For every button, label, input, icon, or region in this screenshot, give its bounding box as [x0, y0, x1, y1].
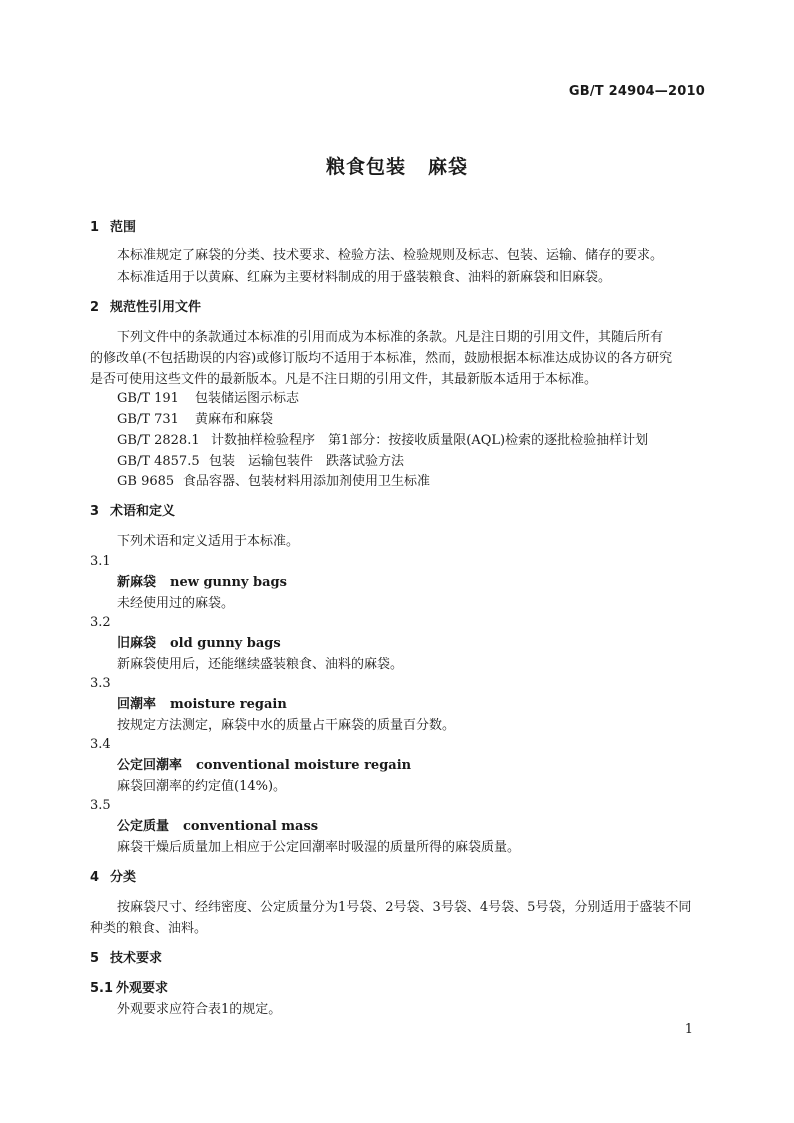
- term-definition: 新麻袋使用后，还能继续盛装粮食、油料的麻袋。: [117, 657, 404, 672]
- reference-title: 计数抽样检验程序 第1部分：按接收质量限(AQL)检索的逐批检验抽样计划: [211, 433, 649, 448]
- term-en: old gunny bags: [170, 636, 281, 651]
- term-definition: 按规定方法测定，麻袋中水的质量占干麻袋的质量百分数。: [117, 718, 456, 733]
- reference-title: 包装储运图示标志: [195, 391, 300, 406]
- term-number: 3.1: [90, 554, 111, 569]
- reference-item: [117, 389, 299, 409]
- subsection-5-1-heading: [90, 979, 168, 999]
- term-definition: 麻袋回潮率的约定值(14%)。: [117, 779, 287, 794]
- section-title: 规范性引用文件: [110, 300, 202, 315]
- section-number: 5: [90, 951, 100, 966]
- term-zh: 回潮率: [117, 697, 157, 712]
- section-2-heading: [90, 298, 201, 318]
- reference-item: [117, 472, 430, 492]
- term-number: 3.4: [90, 737, 111, 752]
- reference-title: 黄麻布和麻袋: [195, 412, 274, 427]
- paragraph: 下列术语和定义适用于本标准。: [117, 534, 300, 549]
- reference-code: GB/T 4857.5: [117, 454, 200, 469]
- term-zh: 公定回潮率: [117, 758, 183, 773]
- reference-code: GB/T 191: [117, 391, 179, 406]
- term-number: 3.2: [90, 615, 111, 630]
- term-en: conventional moisture regain: [196, 758, 412, 773]
- section-title: 范围: [110, 220, 137, 235]
- term-zh: 公定质量: [117, 819, 170, 834]
- title-part-1: 粮食包装: [325, 156, 406, 178]
- term-number: 3.5: [90, 798, 111, 813]
- standard-code: GB/T 24904—2010: [568, 84, 705, 99]
- section-5-heading: [90, 949, 162, 969]
- reference-item: [117, 410, 273, 430]
- paragraph-line: 的修改单(不包括勘误的内容)或修订版均不适用于本标准，然而，鼓励根据本标准达成协议的各方研究: [90, 351, 673, 366]
- reference-item: [117, 431, 648, 451]
- reference-title: 食品容器、包装材料用添加剂使用卫生标准: [183, 474, 431, 489]
- section-1-heading: [90, 218, 136, 238]
- reference-code: GB/T 731: [117, 412, 179, 427]
- section-number: 1: [90, 220, 100, 235]
- term-entry: [117, 573, 287, 593]
- term-zh: 旧麻袋: [117, 636, 157, 651]
- subsection-title: 外观要求: [116, 981, 169, 996]
- reference-code: GB/T 2828.1: [117, 433, 200, 448]
- reference-title: 包装 运输包装件 跌落试验方法: [209, 454, 405, 469]
- section-title: 技术要求: [110, 951, 163, 966]
- paragraph-line: 按麻袋尺寸、经纬密度、公定质量分为1号袋、2号袋、3号袋、4号袋、5号袋，分别适用于盛装不同: [117, 900, 692, 915]
- reference-code: GB 9685: [117, 474, 175, 489]
- paragraph-line: 是否可使用这些文件的最新版本。凡是不注日期的引用文件，其最新版本适用于本标准。: [90, 372, 598, 387]
- page-number: 1: [684, 1022, 693, 1037]
- term-en: conventional mass: [183, 819, 319, 834]
- subsection-number: 5.1: [90, 981, 114, 996]
- section-3-heading: [90, 502, 175, 522]
- reference-item: [117, 452, 404, 472]
- term-entry: [117, 756, 411, 776]
- section-4-heading: [90, 868, 136, 888]
- paragraph: 本标准规定了麻袋的分类、技术要求、检验方法、检验规则及标志、包装、运输、储存的要求。: [117, 248, 664, 263]
- paragraph-line: 种类的粮食、油料。: [90, 921, 208, 936]
- term-en: new gunny bags: [170, 575, 287, 590]
- section-number: 2: [90, 300, 100, 315]
- term-number: 3.3: [90, 676, 111, 691]
- term-definition: 麻袋干燥后质量加上相应于公定回潮率时吸湿的质量所得的麻袋质量。: [117, 840, 521, 855]
- section-title: 分类: [110, 870, 137, 885]
- term-en: moisture regain: [170, 697, 287, 712]
- document-title: [0, 152, 794, 179]
- section-title: 术语和定义: [110, 504, 176, 519]
- paragraph: 外观要求应符合表1的规定。: [117, 1002, 282, 1017]
- term-definition: 未经使用过的麻袋。: [117, 596, 235, 611]
- term-entry: [117, 695, 287, 715]
- section-number: 4: [90, 870, 100, 885]
- paragraph: 本标准适用于以黄麻、红麻为主要材料制成的用于盛装粮食、油料的新麻袋和旧麻袋。: [117, 270, 612, 285]
- term-entry: [117, 817, 318, 837]
- title-part-2: 麻袋: [428, 156, 469, 178]
- section-number: 3: [90, 504, 100, 519]
- paragraph-line: 下列文件中的条款通过本标准的引用而成为本标准的条款。凡是注日期的引用文件，其随后所有: [117, 330, 664, 345]
- term-zh: 新麻袋: [117, 575, 157, 590]
- term-entry: [117, 634, 281, 654]
